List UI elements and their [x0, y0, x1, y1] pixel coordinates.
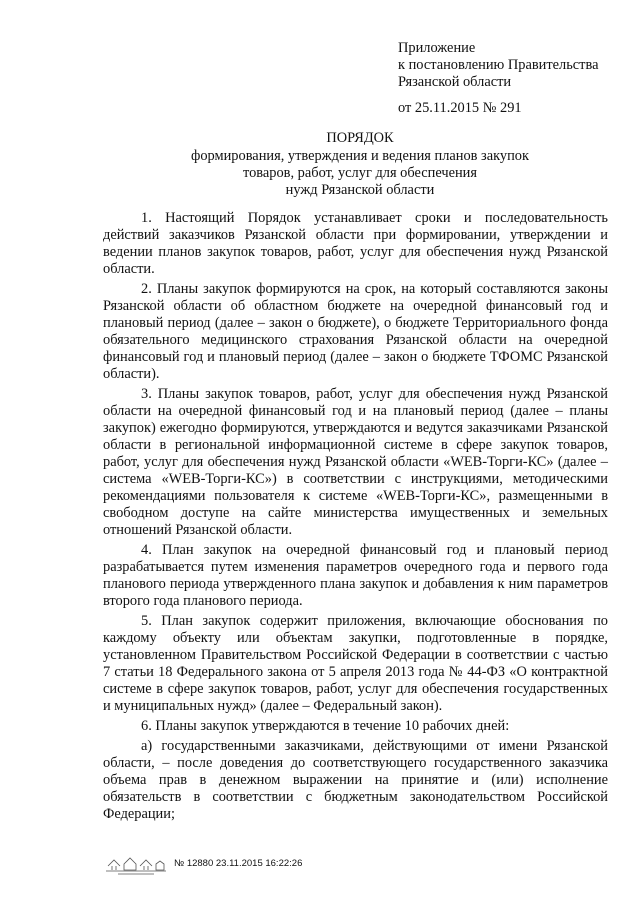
document-subtitle-line-2: товаров, работ, услуг для обеспечения [243, 165, 477, 181]
appendix-block [398, 40, 634, 117]
document-body [103, 210, 608, 826]
document-subtitle-line-1: формирования, утверждения и ведения планов закупок [191, 148, 529, 164]
appendix-title: Приложение [398, 40, 476, 56]
paragraph-6a: а) государственными заказчиками, действующими от имени Рязанской области, – после доведения до соответствующего государственного заказчика объема прав в денежном выражении на принятие и (или) исполнение обязательств в соответствии с бюджетным законодательством Российской Федерации; [103, 738, 608, 822]
appendix-reference: к постановлению Правительства [398, 57, 599, 73]
paragraph-6: 6. Планы закупок утверждаются в течение 10 рабочих дней: [141, 718, 510, 734]
paragraph-1: 1. Настоящий Порядок устанавливает сроки и последовательность действий заказчиков Рязанской области при формировании, утверждении и ведении планов закупок товаров, работ, услуг для обеспечения нужд Рязанской области. [103, 210, 608, 277]
document-subtitle-line-3: нужд Рязанской области [285, 182, 435, 198]
paragraph-5: 5. План закупок содержит приложения, включающие обоснования по каждому объекту или объектам закупки, подготовленные в порядке, установленном Правительством Российской Федерации в соответствии с частью 7 статьи 18 Федерального закона от 5 апреля 2013 года № 44-ФЗ «О контрактной системе в сфере закупок товаров, работ, услуг для обеспечения государственных и муниципальных нужд» (далее – Федеральный закон). [103, 613, 608, 714]
paragraph-2: 2. Планы закупок формируются на срок, на который составляются законы Рязанской области об областном бюджете на очередной финансовый год и плановый период (далее – закон о бюджете), о бюджете Территориального фонда обязательного медицинского страхования Рязанской области на очередной финансовый год и плановый период (далее – закон о бюджете ТФОМС Рязанской области). [103, 281, 608, 382]
appendix-date-number: от 25.11.2015 № 291 [398, 100, 522, 116]
document-heading: ПОРЯДОК [326, 130, 394, 146]
registry-stamp-icon [104, 852, 168, 876]
registration-stamp-text: № 12880 23.11.2015 16:22:26 [174, 858, 303, 869]
appendix-region: Рязанской области [398, 74, 512, 90]
registration-footer [104, 852, 344, 878]
paragraph-4: 4. План закупок на очередной финансовый год и плановый период разрабатывается путем изменения параметров очередного года и первого года планового периода утвержденного плана закупок и добавления к ним параметров второго года планового периода. [103, 542, 608, 609]
document-title [100, 130, 620, 199]
paragraph-3: 3. Планы закупок товаров, работ, услуг для обеспечения нужд Рязанской области на очередной финансовый год и на плановый период (далее – планы закупок) ежегодно формируются, утверждаются и ведутся заказчиками Рязанской области в региональной информационной системе в сфере закупок товаров, работ, услуг для обеспечения нужд Рязанской области «WEB-Торги-КС» (далее – система «WEB-Торги-КС») в соответствии с инструкциями, методическими рекомендациями пользователя к системе «WEB-Торги-КС», размещенными в свободном доступе на сайте министерства имущественных и земельных отношений Рязанской области. [103, 386, 608, 538]
